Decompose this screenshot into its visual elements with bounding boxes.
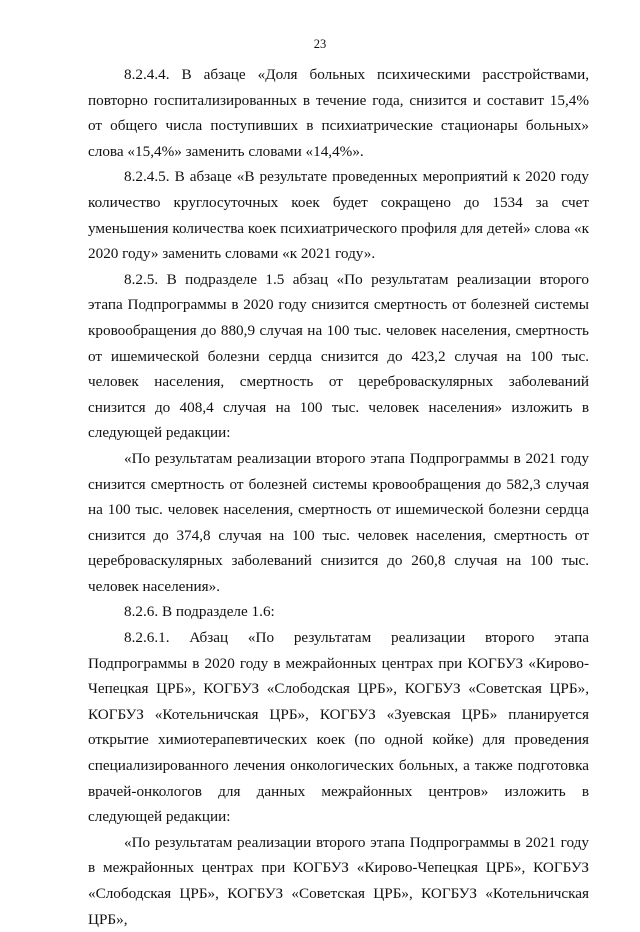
paragraph-8-2-5: 8.2.5. В подразделе 1.5 абзац «По результатам реализации второго этапа Подпрограммы в 2020 году снизится смертность от болезней системы кровообращения до 880,9 случая на 100 тыс. человек населения, смертность от ишемической болезни сердца снизится до 423,2 случая на 100 тыс. человек населения, смертность от цереброваскулярных заболеваний снизится до 408,4 случая на 100 тыс. человек населения» изложить в следующей редакции: [88,270,589,442]
paragraph-8-2-4-5: 8.2.4.5. В абзаце «В результате проведенных мероприятий к 2020 году количество круглосуточных коек будет сокращено до 1534 за счет уменьшения количества коек психиатрического профиля для детей» слова «к 2020 году» заменить словами «к 2021 году». [88,168,589,263]
page-number: 23 [313,37,327,51]
paragraph-8-2-4-4: 8.2.4.4. В абзаце «Доля больных психическими расстройствами, повторно госпитализированных в течение года, снизится и составит 15,4% от общего числа поступивших в психиатрические стационары больных» слова «15,4%» заменить словами «14,4%». [88,66,589,160]
paragraph-8-2-6-1: 8.2.6.1. Абзац «По результатам реализации второго этапа Подпрограммы в 2020 году в межрайонных центрах при КОГБУЗ «Кирово-Чепецкая ЦРБ», КОГБУЗ «Слободская ЦРБ», КОГБУЗ «Советская ЦРБ», КОГБУЗ «Котельничская ЦРБ», КОГБУЗ «Зуевская ЦРБ» планируется открытие химиотерапевтических коек (по одной койке) для проведения специализированного лечения онкологических больных, а также подготовка врачей-онкологов для данных межрайонных центров» изложить в следующей редакции: [88,629,589,826]
paragraph-8-2-6: 8.2.6. В подразделе 1.6: [124,603,275,621]
paragraph-8-2-6-1-new-wording: «По результатам реализации второго этапа Подпрограммы в 2021 году в межрайонных центрах при КОГБУЗ «Кирово-Чепецкая ЦРБ», КОГБУЗ «Слободская ЦРБ», КОГБУЗ «Советская ЦРБ», КОГБУЗ «Котельничская ЦРБ», [88,833,589,928]
paragraph-8-2-5-new-wording: «По результатам реализации второго этапа Подпрограммы в 2021 году снизится смертность от болезней системы кровообращения до 582,3 случая на 100 тыс. человек населения, смертность от ишемической болезни сердца снизится до 374,8 случая на 100 тыс. человек населения, смертность от цереброваскулярных заболеваний снизится до 260,8 случая на 100 тыс. человек населения». [88,449,589,595]
document-body [88,62,589,932]
